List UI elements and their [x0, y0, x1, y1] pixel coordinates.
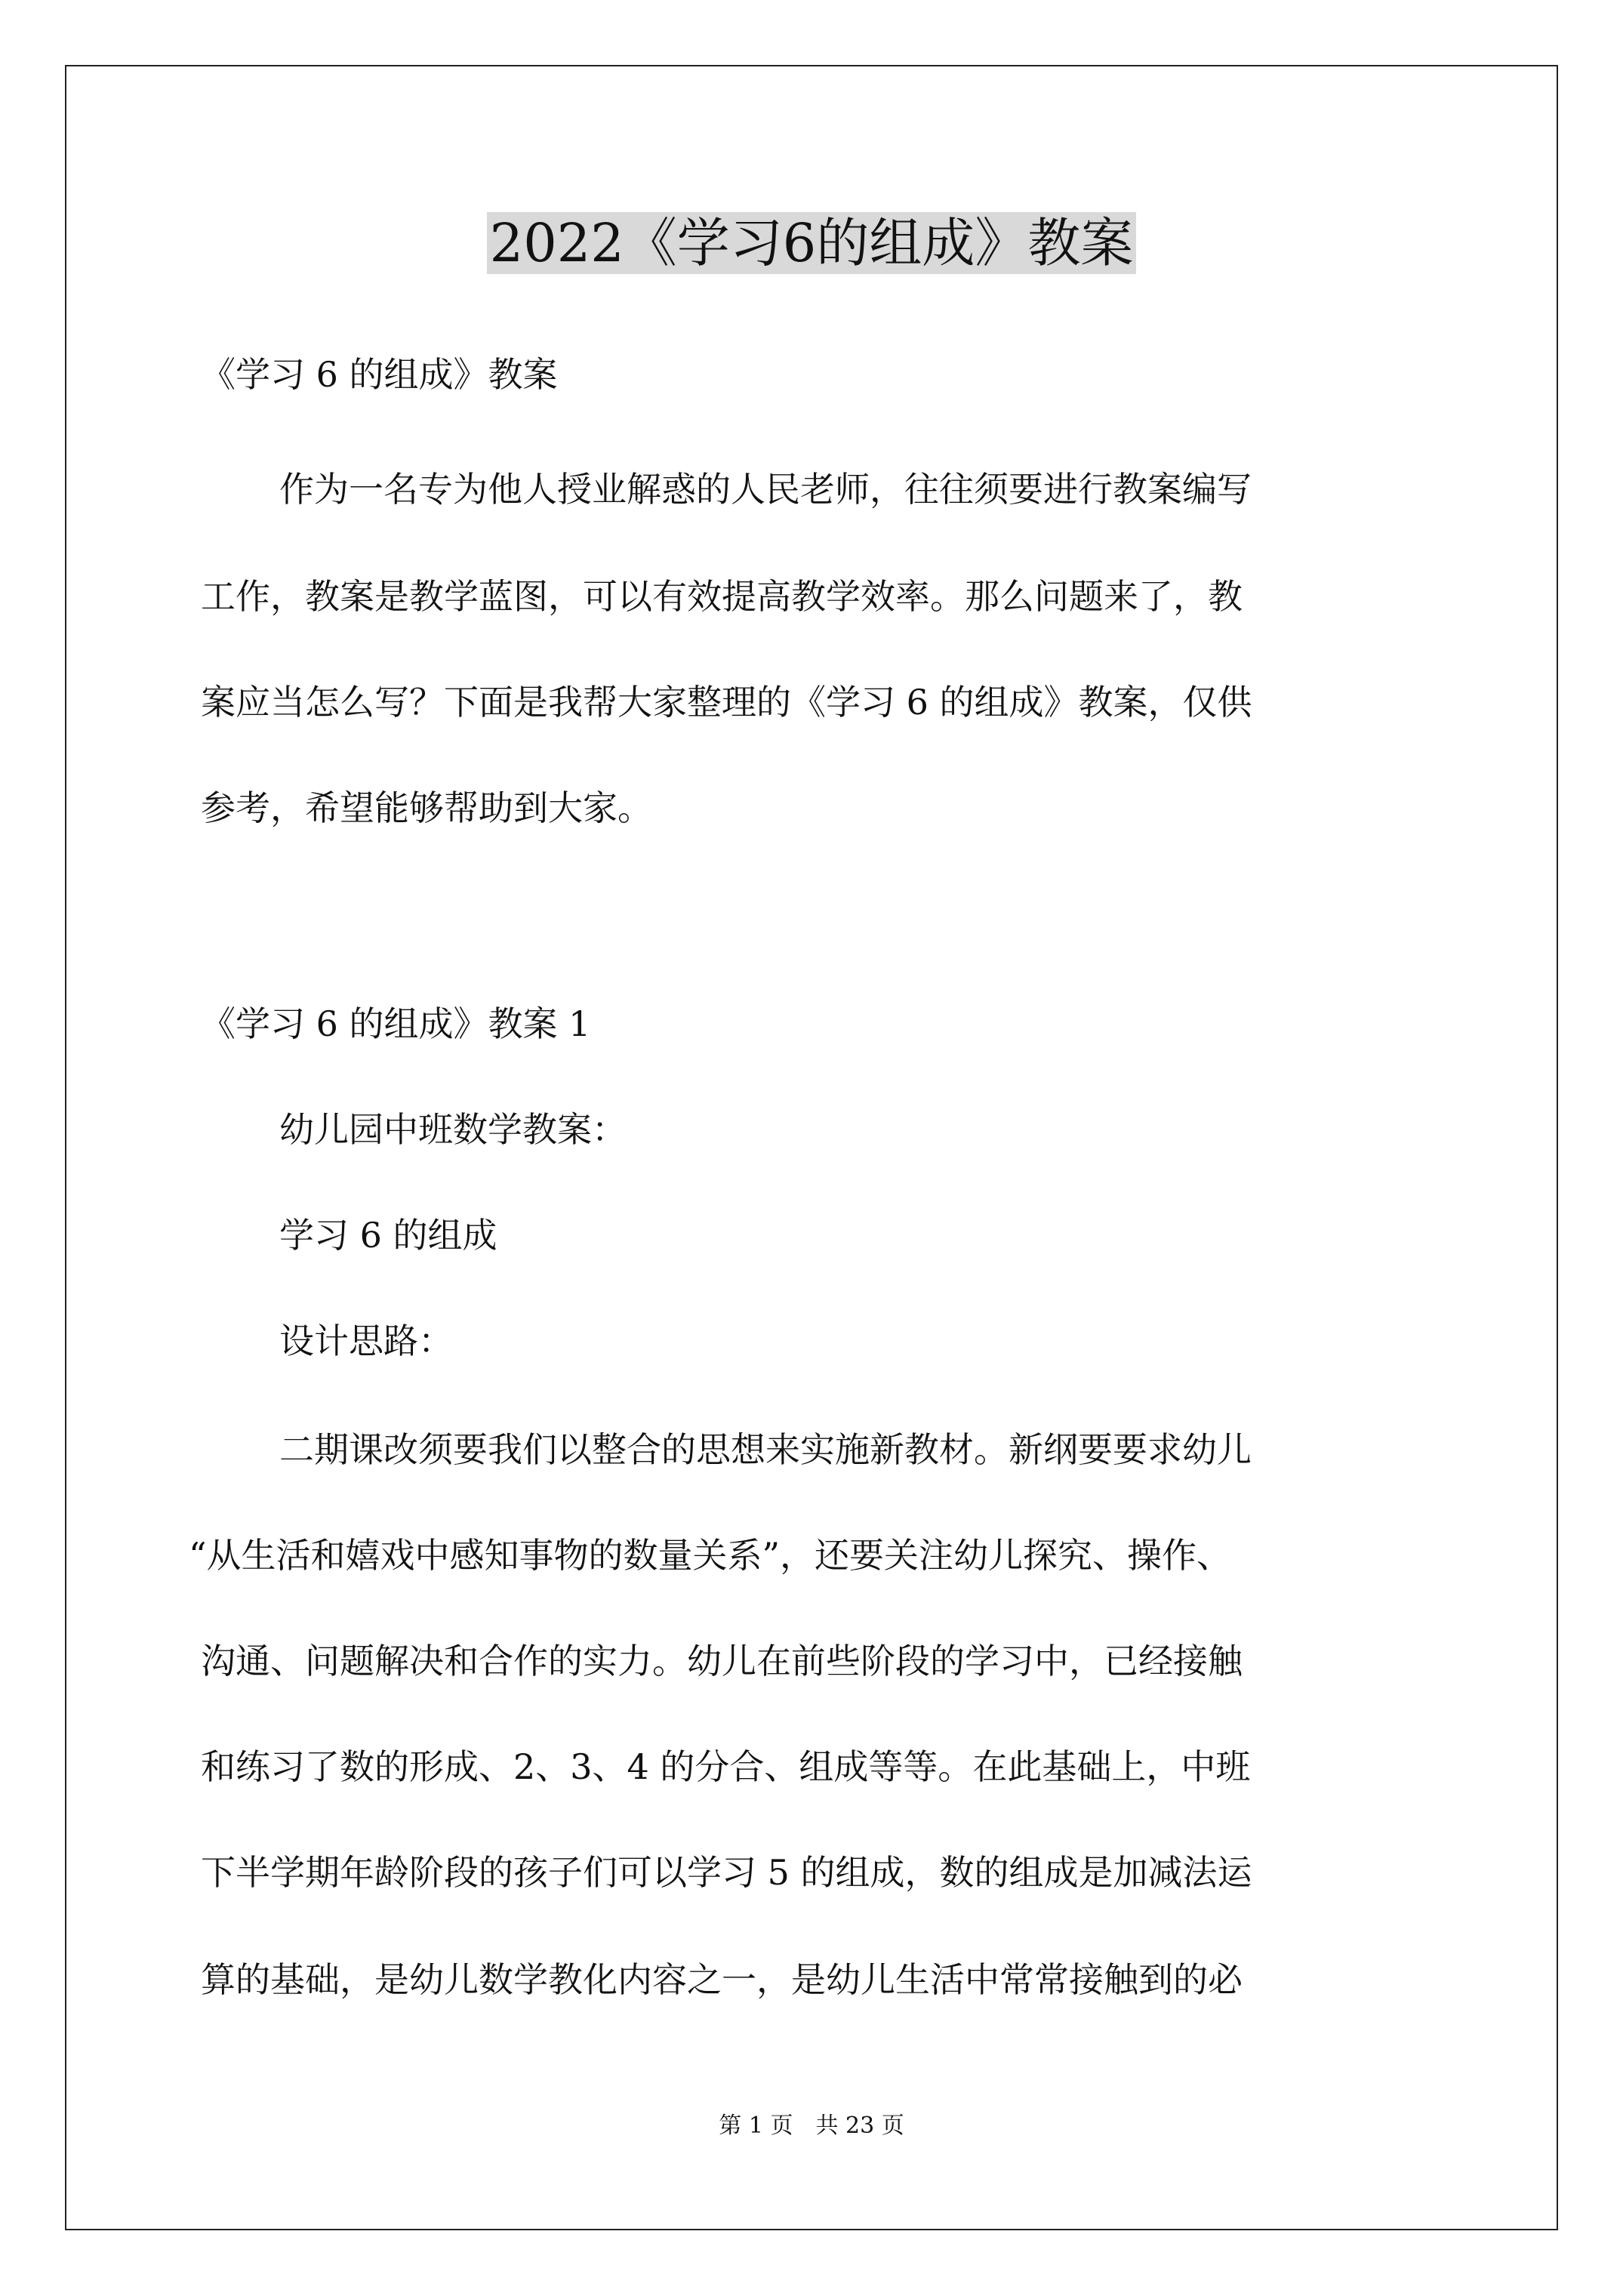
body-paragraph-line: “从生活和嬉戏中感知事物的数量关系”，还要关注幼儿探究、操作、: [189, 1535, 1232, 1576]
subtitle: 《学习 6 的组成》教案: [201, 354, 558, 395]
body-paragraph-line: 下半学期年龄阶段的孩子们可以学习 5 的组成，数的组成是加减法运: [201, 1852, 1252, 1893]
body-paragraph-line: 沟通、问题解决和合作的实力。幼儿在前些阶段的学习中，已经接触: [201, 1641, 1243, 1681]
body-paragraph-line: 算的基础，是幼儿数学教化内容之一，是幼儿生活中常常接触到的必: [201, 1959, 1243, 2000]
intro-paragraph-line: 案应当怎么写？下面是我帮大家整理的《学习 6 的组成》教案，仅供: [201, 682, 1252, 723]
section-heading: 《学习 6 的组成》教案 1: [201, 1003, 591, 1044]
lesson-name: 学习 6 的组成: [279, 1215, 497, 1256]
document-title: 2022《学习6的组成》教案: [0, 205, 1623, 281]
body-paragraph-line: 二期课改须要我们以整合的思想来实施新教材。新纲要要求幼儿: [279, 1429, 1252, 1470]
intro-paragraph-line: 参考，希望能够帮助到大家。: [201, 787, 652, 828]
body-paragraph-line: 和练习了数的形成、2、3、4 的分合、组成等等。在此基础上，中班: [201, 1746, 1251, 1787]
page-number-footer: 第 1 页 共 23 页: [719, 2113, 904, 2139]
intro-paragraph-line: 作为一名专为他人授业解惑的人民老师，往往须要进行教案编写: [279, 469, 1252, 510]
intro-paragraph-line: 工作，教案是教学蓝图，可以有效提高教学效率。那么问题来了，教: [201, 576, 1243, 617]
lesson-type: 幼儿园中班数学教案：: [279, 1109, 627, 1150]
design-heading: 设计思路：: [279, 1321, 453, 1361]
